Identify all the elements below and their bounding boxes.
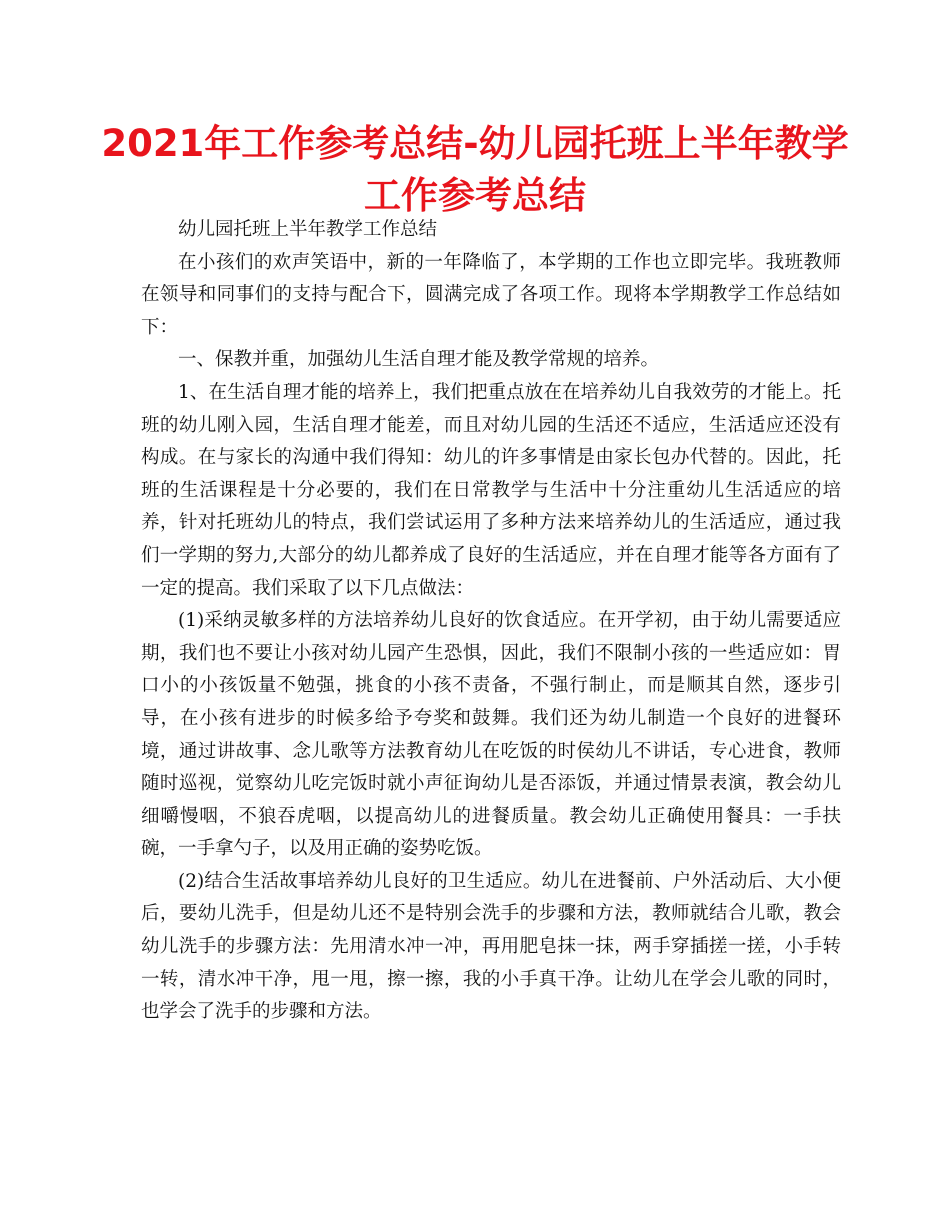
paragraph-intro: 在小孩们的欢声笑语中，新的一年降临了，本学期的工作也立即完毕。我班教师在领导和同事们的支持与配合下，圆满完成了各项工作。现将本学期教学工作总结如下： [141, 251, 841, 338]
paragraph-section-heading: 一、保教并重，加强幼儿生活自理才能及教学常规的培养。 [178, 349, 660, 371]
paragraph-item-hygiene: (2)结合生活故事培养幼儿良好的卫生适应。幼儿在进餐前、户外活动后、大小便后，要幼儿洗手，但是幼儿还不是特别会洗手的步骤和方法，教师就结合儿歌，教会幼儿洗手的步骤方法：先用清水冲一冲，再用肥皂抹一抹，两手穿插搓一搓，小手转一转，清水冲干净，甩一甩，擦一擦，我的小手真干净。让幼儿在学会儿歌的同时，也学会了洗手的步骤和方法。 [141, 870, 841, 1023]
document-body [141, 214, 841, 1029]
paragraph-item-1: 1、在生活自理才能的培养上，我们把重点放在在培养幼儿自我效劳的才能上。托班的幼儿刚入园，生活自理才能差，而且对幼儿园的生活还不适应，生活适应还没有构成。在与家长的沟通中我们得知：幼儿的许多事情是由家长包办代替的。因此，托班的生活课程是十分必要的，我们在日常教学与生活中十分注重幼儿生活适应的培养，针对托班幼儿的特点，我们尝试运用了多种方法来培养幼儿的生活适应，通过我们一学期的努力,大部分的幼儿都养成了良好的生活适应，并在自理才能等各方面有了一定的提高。我们采取了以下几点做法： [141, 381, 841, 599]
document-title: 2021年工作参考总结-幼儿园托班上半年教学工作参考总结 [101, 122, 849, 217]
paragraph-subtitle: 幼儿园托班上半年教学工作总结 [178, 219, 438, 240]
paragraph-item-diet: (1)采纳灵敏多样的方法培养幼儿良好的饮食适应。在开学初，由于幼儿需要适应期，我们也不要让小孩对幼儿园产生恐惧，因此，我们不限制小孩的一些适应如：胃口小的小孩饭量不勉强，挑食的小孩不责备，不强行制止，而是顺其自然，逐步引导，在小孩有进步的时候多给予夸奖和鼓舞。我们还为幼儿制造一个良好的进餐环境，通过讲故事、念儿歌等方法教育幼儿在吃饭的时侯幼儿不讲话，专心进食，教师随时巡视，觉察幼儿吃完饭时就小声征询幼儿是否添饭，并通过情景表演，教会幼儿细嚼慢咽，不狼吞虎咽，以提高幼儿的进餐质量。教会幼儿正确使用餐具：一手扶碗，一手拿勺子，以及用正确的姿势吃饭。 [141, 610, 841, 860]
